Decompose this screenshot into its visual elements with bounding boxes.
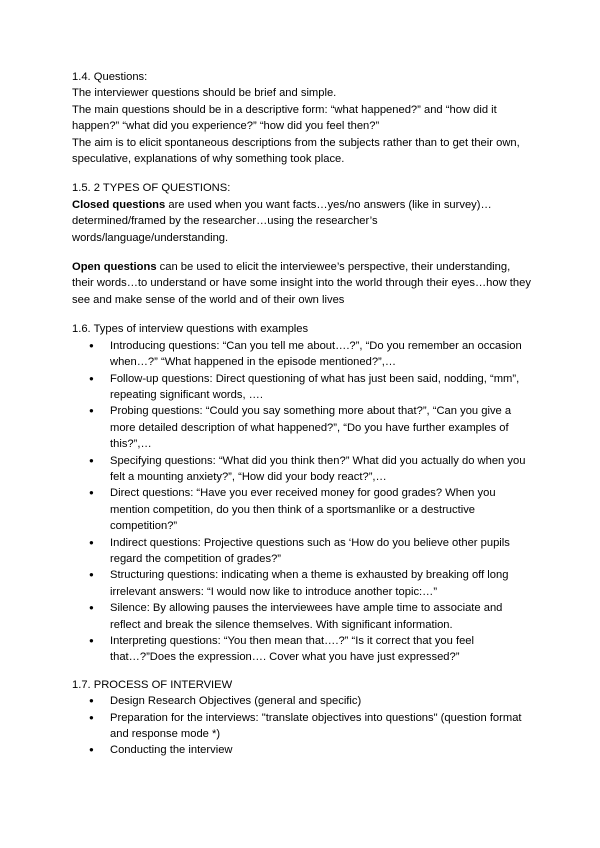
list-item: ● Specifying questions: “What did you think then?” What did you actually do when you felt a mounting anxiety?”, “How did your body react?”,… (72, 453, 532, 486)
section-1-5-heading: 1.5. 2 TYPES OF QUESTIONS: (72, 182, 231, 195)
closed-questions-term: Closed questions (72, 198, 166, 211)
closed-questions-paragraph (72, 197, 532, 246)
section-1-7-heading: 1.7. PROCESS OF INTERVIEW (72, 678, 233, 691)
list-item: ● Preparation for the interviews: "translate objectives into questions" (question format and response mode *) (72, 710, 532, 743)
document-page (72, 69, 532, 759)
question-types-list (72, 338, 532, 666)
body-paragraph: The main questions should be in a descriptive form: “what happened?” and “how did it happen?” “what did you experience?” “how did you feel then?” (72, 103, 497, 133)
list-item: ● Indirect questions: Projective questions such as ‘How do you believe other pupils regard the competition of grades?” (72, 535, 532, 568)
open-questions-term: Open questions (72, 261, 157, 274)
list-item: ● Conducting the interview (72, 742, 532, 758)
interview-process-list (72, 693, 532, 759)
list-item: ● Follow-up questions: Direct questioning of what has just been said, nodding, “mm”, repeating significant words, …. (72, 371, 532, 404)
list-item: ● Introducing questions: “Can you tell me about….?”, “Do you remember an occasion when…?” “What happened in the episode mentioned?”,… (72, 338, 532, 371)
list-item: ● Probing questions: “Could you say something more about that?”, “Can you give a more detailed description of what happened?”, “Do you have further examples of this?”,… (72, 403, 532, 452)
list-item: ● Silence: By allowing pauses the interviewees have ample time to associate and reflect and break the silence themselves. With significant information. (72, 600, 532, 633)
list-item: ● Structuring questions: indicating when a theme is exhausted by breaking off long irrelevant answers: “I would now like to introduce another topic:…” (72, 567, 532, 600)
body-paragraph: The aim is to elicit spontaneous descriptions from the subjects rather than to get their own, speculative, explanations of why something took place. (72, 136, 520, 166)
body-paragraph: The interviewer questions should be brief and simple. (72, 87, 337, 100)
open-questions-text: can be used to elicit the interviewee’s perspective, their understanding, their words…to understand or have some insight into the world through their eyes…how they see and make sense of the world and of their own lives (72, 261, 531, 306)
list-item: ● Direct questions: “Have you ever received money for good grades? When you mention competition, do you then think of a sportsmanlike or a destructive competition?” (72, 485, 532, 534)
section-1-4-heading: 1.4. Questions: (72, 71, 148, 83)
closed-questions-text: are used when you want facts…yes/no answers (like in survey)…determined/framed by the researcher…using the researcher’s words/language/understanding. (72, 198, 492, 244)
open-questions-paragraph (72, 259, 532, 308)
section-1-6-heading: 1.6. Types of interview questions with examples (72, 323, 309, 336)
list-item: ● Interpreting questions: “You then mean that….?” “Is it correct that you feel that…?”Does the expression…. Cover what you have just expressed?” (72, 633, 532, 666)
list-item: ● Design Research Objectives (general and specific) (72, 693, 532, 709)
